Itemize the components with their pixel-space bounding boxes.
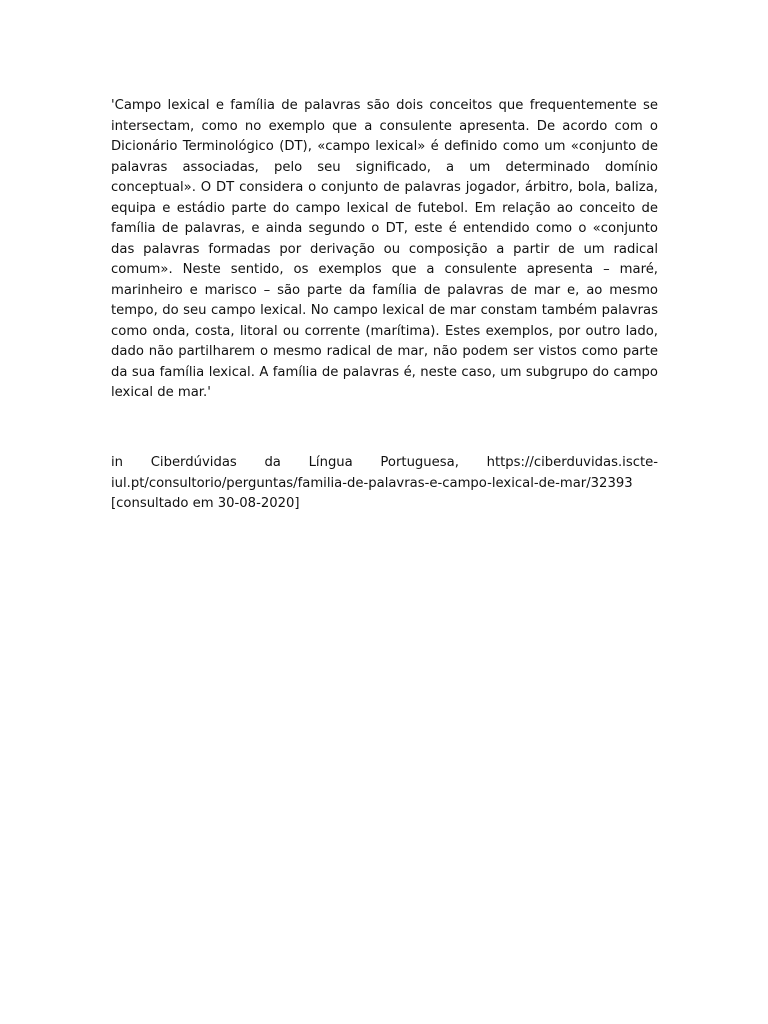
citation-source-line: in Ciberdúvidas da Língua Portuguesa, https://ciberduvidas.iscte- bbox=[111, 455, 658, 470]
citation-url-line: iul.pt/consultorio/perguntas/familia-de-palavras-e-campo-lexical-de-mar/32393 bbox=[111, 475, 633, 491]
citation-block bbox=[111, 453, 658, 515]
citation-consulted-date: [consultado em 30-08-2020] bbox=[111, 496, 300, 511]
quote-paragraph: 'Campo lexical e família de palavras são dois conceitos que frequentemente se intersectam, como no exemplo que a consulente apresenta. De acordo com o Dicionário Terminológico (DT), «campo lexical» é definido como um «conjunto de palavras associadas, pelo seu significado, a um determinado domínio conceptual». O DT considera o conjunto de palavras jogador, árbitro, bola, baliza, equipa e estádio parte do campo lexical de futebol. Em relação ao conceito de família de palavras, e ainda segundo o DT, este é entendido como o «conjunto das palavras formadas por derivação ou composição a partir de um radical comum». Neste sentido, os exemplos que a consulente apresenta – maré, marinheiro e marisco – são parte da família de palavras de mar e, ao mesmo tempo, do seu campo lexical. No campo lexical de mar constam também palavras como onda, costa, litoral ou corrente (marítima). Estes exemplos, por outro lado, dado não partilharem o mesmo radical de mar, não podem ser vistos como parte da sua família lexical. A família de palavras é, neste caso, um subgrupo do campo lexical de mar.' bbox=[111, 98, 658, 400]
